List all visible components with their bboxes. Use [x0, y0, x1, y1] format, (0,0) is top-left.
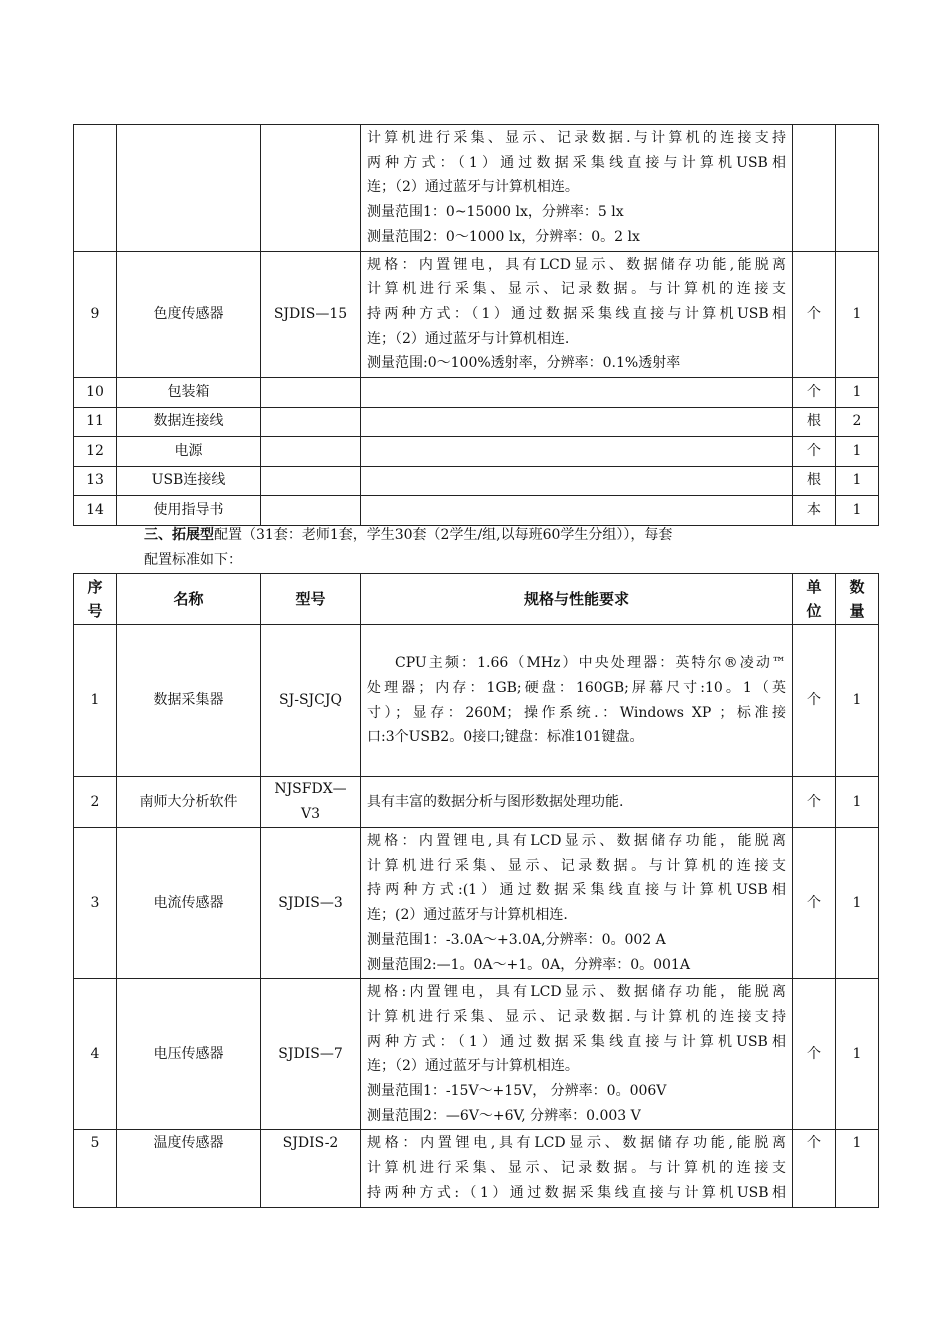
expansion-config-table: [73, 573, 879, 1208]
section-text-line2: 配置标准如下：: [144, 552, 242, 568]
item-unit: 个: [793, 979, 836, 1130]
table-row: [74, 496, 879, 526]
item-name: 电源: [117, 437, 261, 467]
item-spec: [361, 437, 793, 467]
header-spec: 规格与性能要求: [361, 574, 793, 625]
item-model: [261, 407, 361, 437]
item-qty: 1: [836, 1130, 879, 1207]
header-unit: 单 位: [793, 574, 836, 625]
row-number: 1: [74, 625, 117, 777]
row-number: [74, 125, 117, 252]
table-row: [74, 251, 879, 378]
item-model: [261, 125, 361, 252]
item-model: [261, 466, 361, 496]
item-qty: 1: [836, 251, 879, 378]
item-qty: 1: [836, 378, 879, 408]
item-spec: 规格：内置锂电,具有LCD显示、数据储存功能，能脱离 计算机进行采集、显示、记录数据。与计算机的连接支 持两种方式:(1）通过数据采集线直接与计算机USB相 连；(2）通过蓝牙与计算机相连. 测量范围1：-3.0A～+3.0A,分辨率：0。002 A 测量范围2:—1。0A～+1。0A，分辨率：0。001A: [361, 828, 793, 979]
item-model: SJDIS—15: [261, 251, 361, 378]
item-name: 南师大分析软件: [117, 777, 261, 828]
item-qty: [836, 125, 879, 252]
item-unit: [793, 125, 836, 252]
item-spec: CPU主频：1.66（MHz）中央处理器：英特尔®凌动™ 处理器；内存：1GB;硬盘：160GB;屏幕尺寸:10。1（英 寸）；显存：260M；操作系统.：Windows XP ；标准接 口:3个USB2。0接口;键盘：标准101键盘。: [361, 625, 793, 777]
item-model: [261, 437, 361, 467]
item-qty: 1: [836, 496, 879, 526]
item-spec: [361, 466, 793, 496]
section-heading-expansion-config: [144, 523, 824, 573]
table-row: [74, 979, 879, 1130]
table-row: [74, 777, 879, 828]
header-model: 型号: [261, 574, 361, 625]
row-number: 11: [74, 407, 117, 437]
row-number: 3: [74, 828, 117, 979]
item-model: SJ-SJCJQ: [261, 625, 361, 777]
item-name: [117, 125, 261, 252]
item-spec: [361, 496, 793, 526]
row-number: 14: [74, 496, 117, 526]
item-unit: 个: [793, 828, 836, 979]
item-unit: 个: [793, 251, 836, 378]
item-model: SJDIS—3: [261, 828, 361, 979]
row-number: 9: [74, 251, 117, 378]
item-spec: [361, 407, 793, 437]
header-number: 序 号: [74, 574, 117, 625]
header-qty: 数 量: [836, 574, 879, 625]
item-name: 数据采集器: [117, 625, 261, 777]
item-name: 色度传感器: [117, 251, 261, 378]
item-qty: 1: [836, 437, 879, 467]
equipment-table-continued: [73, 124, 879, 526]
item-name: 温度传感器: [117, 1130, 261, 1207]
item-unit: 根: [793, 407, 836, 437]
item-name: 数据连接线: [117, 407, 261, 437]
table-row: [74, 1130, 879, 1207]
row-number: 13: [74, 466, 117, 496]
item-spec: 具有丰富的数据分析与图形数据处理功能.: [361, 777, 793, 828]
item-name: 包装箱: [117, 378, 261, 408]
table-row: [74, 625, 879, 777]
row-number: 12: [74, 437, 117, 467]
table-row: [74, 437, 879, 467]
row-number: 2: [74, 777, 117, 828]
table-header-row: [74, 574, 879, 625]
table-row: [74, 125, 879, 252]
table-row: [74, 828, 879, 979]
item-unit: 本: [793, 496, 836, 526]
table-row: [74, 466, 879, 496]
header-name: 名称: [117, 574, 261, 625]
item-name: 使用指导书: [117, 496, 261, 526]
row-number: 5: [74, 1130, 117, 1207]
table-row: [74, 407, 879, 437]
item-model: [261, 378, 361, 408]
item-spec: 计算机进行采集、显示、记录数据.与计算机的连接支持 两种方式：（1）通过数据采集线直接与计算机USB相 连；（2）通过蓝牙与计算机相连。 测量范围1：0~15000 lx，分辨率：5 lx 测量范围2：0～1000 lx，分辨率：0。2 lx: [361, 125, 793, 252]
item-spec: 规格：内置锂电,具有LCD显示、数据储存功能,能脱离 计算机进行采集、显示、记录数据。与计算机的连接支 持两种方式:（1）通过数据采集线直接与计算机USB相: [361, 1130, 793, 1207]
item-unit: 个: [793, 625, 836, 777]
item-qty: 2: [836, 407, 879, 437]
table-row: [74, 378, 879, 408]
item-spec: 规格：内置锂电，具有LCD显示、数据储存功能,能脱离 计算机进行采集、显示、记录数据。与计算机的连接支 持两种方式：（1）通过数据采集线直接与计算机USB相 连；（2）通过蓝牙与计算机相连. 测量范围:0～100%透射率，分辨率：0.1%透射率: [361, 251, 793, 378]
item-name: USB连接线: [117, 466, 261, 496]
item-qty: 1: [836, 625, 879, 777]
item-unit: 根: [793, 466, 836, 496]
item-qty: 1: [836, 466, 879, 496]
row-number: 4: [74, 979, 117, 1130]
item-unit: 个: [793, 777, 836, 828]
item-unit: 个: [793, 437, 836, 467]
item-name: 电流传感器: [117, 828, 261, 979]
section-text-line1: 配置（31套：老师1套，学生30套（2学生/组,以每班60学生分组）），每套: [214, 527, 673, 543]
item-name: 电压传感器: [117, 979, 261, 1130]
item-qty: 1: [836, 777, 879, 828]
item-spec: 规格:内置锂电，具有LCD显示、数据储存功能，能脱离 计算机进行采集、显示、记录数据.与计算机的连接支持 两种方式：（1）通过数据采集线直接与计算机USB相 连；（2）通过蓝牙与计算机相连。 测量范围1：-15V～+15V， 分辨率：0。006V 测量范围2：—6V～+6V, 分辨率：0.003 V: [361, 979, 793, 1130]
item-qty: 1: [836, 979, 879, 1130]
row-number: 10: [74, 378, 117, 408]
item-unit: 个: [793, 1130, 836, 1207]
item-spec: [361, 378, 793, 408]
item-model: SJDIS-2: [261, 1130, 361, 1207]
item-model: SJDIS—7: [261, 979, 361, 1130]
item-model: NJSFDX— V3: [261, 777, 361, 828]
item-unit: 个: [793, 378, 836, 408]
item-model: [261, 496, 361, 526]
item-qty: 1: [836, 828, 879, 979]
section-title: 三、拓展型: [144, 527, 214, 543]
